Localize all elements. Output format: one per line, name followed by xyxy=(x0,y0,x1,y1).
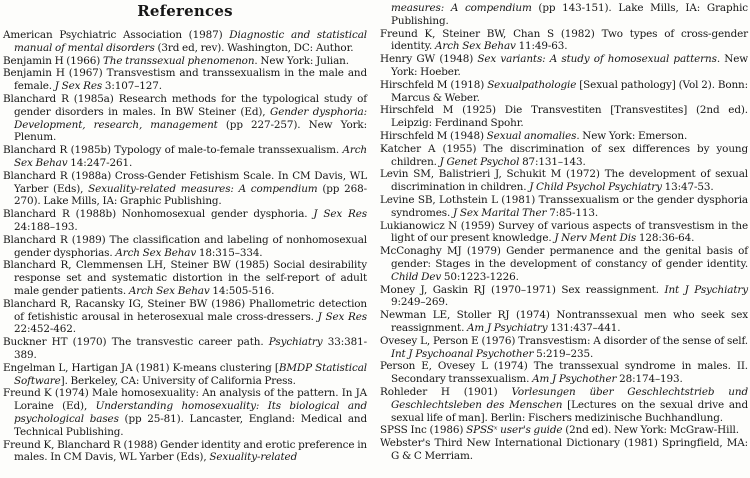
reference-text: Ovesey L, Person E (1976) Transvestism: A disorder of the sense of self. xyxy=(380,334,748,347)
reference-text: 22:452-462. xyxy=(14,323,76,336)
reference-text: Benjamin H (1966) xyxy=(3,54,103,67)
reference-entry xyxy=(380,28,748,54)
reference-entry xyxy=(380,220,748,246)
reference-text: 24:188–193. xyxy=(14,220,78,233)
reference-italic-text: The transsexual phenomenon xyxy=(102,54,255,67)
reference-italic-text: Child Dev xyxy=(391,270,442,283)
reference-italic-text: Sexual anomalies xyxy=(486,129,577,142)
reference-entry xyxy=(380,53,748,79)
reference-entry xyxy=(380,245,748,283)
reference-text: 5:219–235. xyxy=(533,347,594,360)
reference-text: (pp 268-270). Lake Mills, IA: Graphic Publishing. xyxy=(14,182,367,208)
reference-entry xyxy=(380,335,748,361)
reference-italic-text: Sexuality-related measures: A compendium xyxy=(88,182,318,195)
reference-italic-text: Arch Sex Behav xyxy=(435,40,516,53)
reference-text: [Lectures on the sexual drive and sexual life of man]. Berlin: Fischers medizinische Buchhandlung. xyxy=(391,398,749,424)
reference-text: 128:36-64. xyxy=(636,232,695,245)
reference-italic-text: Arch Sex Behav xyxy=(128,284,210,297)
page-title: References xyxy=(137,2,233,20)
reference-italic-text: Diagnostic and statistical manual of mental disorders xyxy=(14,29,367,54)
reference-text: 87:131–143. xyxy=(519,155,586,168)
reference-text: SPSS Inc (1986) xyxy=(380,424,467,437)
reference-text: McConaghy MJ (1979) Gender permanence and the genital basis of gender: Stages in the development of constancy of gender identity. xyxy=(380,245,748,270)
reference-entry xyxy=(3,170,367,208)
reference-italic-text: Am J Psychother xyxy=(532,373,617,386)
reference-text: Blanchard R (1985b) Typology of male-to-female transsexualism. xyxy=(3,144,343,157)
reference-entry xyxy=(380,2,748,28)
reference-text: Blanchard R (1989) The classification and labeling of nonhomosexual gender dysphorias. xyxy=(3,233,367,259)
reference-entry xyxy=(3,55,367,68)
reference-text: 14:505-516. xyxy=(209,284,275,297)
reference-italic-text: Int J Psychoanal Psychother xyxy=(391,347,534,360)
reference-italic-text: Int J Psychiatry xyxy=(664,283,749,296)
reference-text: 18:315–334. xyxy=(196,246,263,259)
reference-entry xyxy=(3,298,367,336)
reference-text: Freund K, Blanchard R (1988) Gender identity and erotic preference in males. In CM Davis, WL Yarber (Eds), xyxy=(3,438,367,464)
reference-entry xyxy=(380,424,748,437)
reference-entry xyxy=(3,234,367,260)
reference-text: 11:49-63. xyxy=(515,40,568,53)
reference-text: Freund K (1974) Male homosexuality: An analysis of the pattern. In JA Loraine (Ed), xyxy=(3,387,367,413)
reference-text: Katcher A (1955) The discrimination of sex differences by young children. xyxy=(380,142,748,168)
reference-text: [Sexual pathology] (Vol 2). Bonn: Marcus & Weber. xyxy=(391,78,749,104)
reference-text: Blanchard R (1988a) Cross-Gender Fetishism Scale. In CM Davis, WL Yarber (Eds), xyxy=(3,169,367,195)
reference-text: Rohleder H (1901) xyxy=(380,385,512,398)
reference-italic-text: J Sex Marital Ther xyxy=(453,206,547,219)
reference-text: Hirschfeld M (1948) xyxy=(380,129,487,142)
reference-entry xyxy=(3,144,367,170)
reference-text: . New York: Emerson. xyxy=(576,129,688,142)
reference-italic-text: J Nerv Ment Dis xyxy=(554,232,637,245)
reference-text: Freund K, Steiner BW, Chan S (1982) Two types of cross-gender identity. xyxy=(380,27,748,53)
reference-italic-text: Understanding homosexuality: Its biological and psychological bases xyxy=(14,400,367,425)
reference-entry xyxy=(380,143,748,169)
reference-italic-text: Arch Sex Behav xyxy=(115,246,197,259)
reference-text: Hirschfeld M (1918) xyxy=(380,78,488,91)
reference-entry xyxy=(3,67,367,93)
reference-text: (3rd ed, rev). Washington, DC: Author. xyxy=(154,41,354,54)
reference-entry xyxy=(380,309,748,335)
reference-text: (2nd ed). New York: McGraw-Hill. xyxy=(562,424,739,437)
reference-text: 50:1223-1226. xyxy=(441,270,519,283)
references-column-left xyxy=(3,2,367,464)
reference-italic-text: Am J Psychiatry xyxy=(467,321,548,334)
reference-text: Levine SB, Lothstein L (1981) Transsexualism or the gender dysphoria syndromes. xyxy=(380,193,748,219)
reference-entry xyxy=(3,29,367,55)
reference-list-left xyxy=(3,29,367,464)
reference-text: Hirschfeld M (1925) Die Transvestiten [Transvestites] (2nd ed). Leipzig: Ferdinand Spohr. xyxy=(380,104,748,130)
reference-italic-text: SPSSˣ user's guide xyxy=(466,424,563,437)
reference-text: Blanchard R, Clemmensen LH, Steiner BW (1985) Social desirability response set and systematic distortion in the self-report of adult male gender patients. xyxy=(3,259,367,297)
reference-entry xyxy=(380,130,748,143)
reference-text: Henry GW (1948) xyxy=(380,53,478,66)
reference-italic-text: Sex variants: A study of homosexual patterns xyxy=(477,53,717,66)
reference-italic-text: J Sex Res xyxy=(313,208,367,221)
reference-italic-text: Arch Sex Behav xyxy=(14,144,367,169)
reference-italic-text: J Sex Res xyxy=(54,80,103,93)
reference-text: . New York: Hoeber. xyxy=(391,53,748,78)
reference-entry xyxy=(380,104,748,130)
reference-entry xyxy=(380,79,748,105)
reference-entry xyxy=(3,387,367,438)
reference-text: Buckner HT (1970) The transvestic career path. xyxy=(3,336,269,349)
reference-text: 7:85-113. xyxy=(546,206,599,219)
reference-italic-text: J Child Psychol Psychiatry xyxy=(529,181,662,194)
reference-text: (pp 25-81). Lancaster, England: Medical and Technical Publishing. xyxy=(14,412,367,438)
reference-text: Money J, Gaskin RJ (1970–1971) Sex reassignment. xyxy=(380,283,665,296)
reference-text: Blanchard R, Racansky IG, Steiner BW (1986) Phallometric detection of fetishistic arousal in heterosexual male cross-dressers. xyxy=(3,297,367,323)
reference-text: . New York: Julian. xyxy=(254,54,349,67)
reference-italic-text: Vorlesungen über Geschlechtstrieb und Geschlechtsleben des Menschen xyxy=(391,385,748,411)
reference-entry xyxy=(3,93,367,144)
reference-text: 3:107–127. xyxy=(102,80,162,93)
reference-text: Engelman L, Hartigan JA (1981) K-means clustering [ xyxy=(3,361,279,374)
reference-entry xyxy=(380,194,748,220)
reference-entry xyxy=(3,208,367,234)
reference-text: 33:381-389. xyxy=(14,336,367,361)
reference-text: Person E, Ovesey L (1974) The transsexual syndrome in males. II. Secondary transsexualism. xyxy=(380,360,748,386)
reference-entry xyxy=(380,168,748,194)
reference-entry xyxy=(3,439,367,465)
reference-entry xyxy=(380,437,748,463)
reference-entry xyxy=(380,284,748,310)
reference-text: American Psychiatric Association (1987) xyxy=(3,29,230,41)
reference-text: Webster's Third New International Dictionary (1981) Springfield, MA: G & C Merriam. xyxy=(380,437,748,462)
reference-text: 28:174–193. xyxy=(616,373,683,386)
reference-text: Blanchard R (1988b) Nonhomosexual gender dysphoria. xyxy=(3,208,314,221)
reference-italic-text: Sexuality-related xyxy=(209,451,298,464)
reference-entry xyxy=(3,336,367,362)
reference-italic-text: J Sex Res xyxy=(317,310,367,323)
reference-text: Levin SM, Balistrieri J, Schukit M (1972) The development of sexual discrimination in children. xyxy=(380,168,748,194)
reference-text: (pp 143-151). Lake Mills, IA: Graphic Publishing. xyxy=(391,2,748,27)
reference-text: Benjamin H (1967) Transvestism and transsexualism in the male and female. xyxy=(3,67,367,93)
reference-text: Lukianowicz N (1959) Survey of various aspects of transvestism in the light of our present knowledge. xyxy=(380,219,748,245)
references-column-right xyxy=(380,2,748,464)
reference-entry xyxy=(380,360,748,386)
reference-text: 13:47-53. xyxy=(661,181,714,194)
reference-italic-text: BMDP Statistical Software xyxy=(14,361,367,387)
reference-list-right xyxy=(380,2,748,463)
reference-italic-text: Sexualpathologie xyxy=(487,78,577,91)
reference-text: 14:247-261. xyxy=(67,156,133,169)
reference-text: 131:437–441. xyxy=(547,321,621,334)
reference-text: 9:249–269. xyxy=(391,296,449,309)
reference-italic-text: measures: A compendium xyxy=(391,2,532,14)
reference-entry xyxy=(3,362,367,388)
reference-entry xyxy=(380,386,748,424)
reference-text: Newman LE, Stoller RJ (1974) Nontranssexual men who seek sex reassignment. xyxy=(380,309,748,334)
reference-italic-text: Gender dysphoria: Development, research, management xyxy=(14,105,367,131)
reference-entry xyxy=(3,259,367,297)
reference-text: Blanchard R (1985a) Research methods for the typological study of gender disorders in males. In BW Steiner (Ed), xyxy=(3,92,367,118)
reference-italic-text: Psychiatry xyxy=(268,336,323,349)
reference-text: ]. Berkeley, CA: University of California Press. xyxy=(60,374,296,387)
reference-text: (pp 227-257). New York: Plenum. xyxy=(14,118,367,144)
reference-italic-text: J Genet Psychol xyxy=(439,155,520,168)
